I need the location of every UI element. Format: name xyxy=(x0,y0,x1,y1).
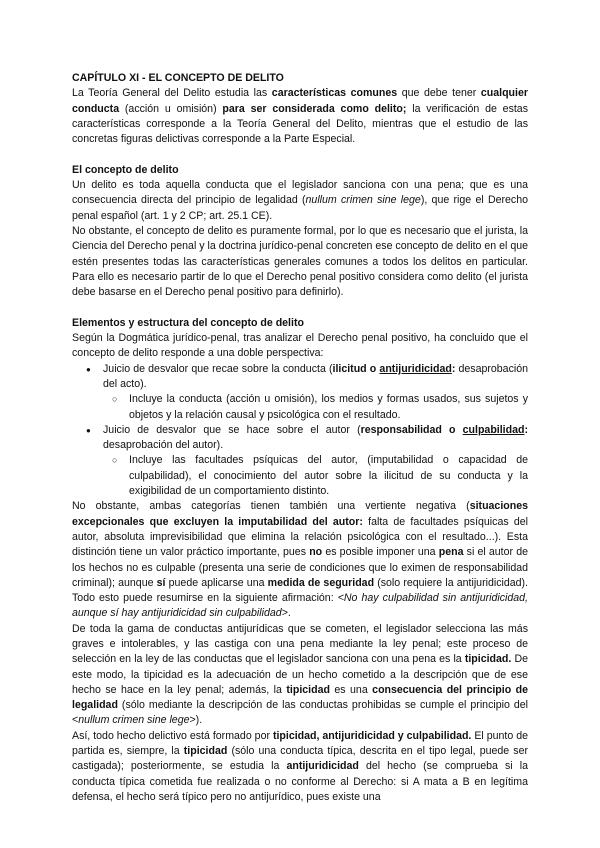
chapter-title: CAPÍTULO XI - EL CONCEPTO DE DELITO xyxy=(72,72,284,84)
list-item: ○ Incluye la conducta (acción u omisión), los medios y formas usados, sus sujetos y objetos y la relación causal y psicológica con el resultado. xyxy=(129,392,528,423)
paragraph-tipicidad: De toda la gama de conductas antijurídicas que se cometen, el legislador selecciona las más graves e intolerables, y las castiga con una pena mediante la ley penal; este proceso de selección en la ley de las conductas que el legislador sanciona con una pena es la tipicidad. De este modo, la tipicidad es la adecuación de un hecho cometido a la descripción que de ese hecho se hace en la ley penal; además, la tipicidad es una consecuencia del principio de legalidad (sólo mediante la descripción de las conductas prohibidas se cumple el principio del <nullum crimen sine lege>). xyxy=(72,622,528,727)
paragraph-estructura-delito: Así, todo hecho delictivo está formado por tipicidad, antijuridicidad y culpabilidad. El punto de partida es, siempre, la tipicidad (sólo una conducta típica, descrita en el tipo legal, puede ser castigada); posteriormente, se estudia la antijuridicidad del hecho (se comprueba si la conducta típica cometida fue realizada o no conforme al Derecho: si A mata a B en legítima defensa, el hecho será típico pero no antijurídico, pues existe una xyxy=(72,729,528,803)
list-item: ○ Incluye las facultades psíquicas del autor, (imputabilidad o capacidad de culpabilidad), el conocimiento del autor sobre la ilicitud de su conducta y la exigibilidad de un comportamiento distinto. xyxy=(129,453,528,499)
paragraph-definicion-delito: Un delito es toda aquella conducta que el legislador sanciona con una pena; que es una consecuencia directa del principio de legalidad (nullum crimen sine lege), que rige el Derecho penal español (art. 1 y 2 CP; art. 25.1 CE). xyxy=(72,179,528,222)
spacer xyxy=(72,300,528,315)
section-heading-concepto: El concepto de delito xyxy=(72,163,179,176)
section-heading-elementos: Elementos y estructura del concepto de delito xyxy=(72,316,304,329)
paragraph-doble-perspectiva: Según la Dogmática jurídico-penal, tras analizar el Derecho penal positivo, ha concluido que el concepto de delito responde a una doble perspectiva: xyxy=(72,332,528,360)
list-item: ● Juicio de desvalor que se hace sobre el autor (responsabilidad o culpabilidad: desaprobación del autor). ○ Incluye las facultades psíquicas del autor, (imputabilidad o capacidad de culpabilidad), el conocimiento del autor sobre la ilicitud de su conducta y la exigibilidad de un comportamiento distinto. xyxy=(103,423,528,499)
paragraph-concepto-formal: No obstante, el concepto de delito es puramente formal, por lo que es necesario que el jurista, la Ciencia del Derecho penal y la doctrina jurídico-penal concreten ese concepto de delito en el que estén presentes todas las características generales comunes a todos los delitos en particular. Para ello es necesario partir de lo que el Derecho penal positivo considera como delito (el jurista debe basarse en el Derecho penal positivo para definirlo). xyxy=(72,224,528,299)
paragraph-vertiente-negativa: No obstante, ambas categorías tienen también una vertiente negativa (situaciones excepcionales que excluyen la imputabilidad del autor: falta de facultades psíquicas del autor, absoluta imprevisibilidad que elimina la relación psicológica con el resultado...). Esta distinción tiene un valor práctico importante, pues no es posible imponer una pena si el autor de los hechos no es culpable (presenta una serie de condiciones que lo eximen de responsabilidad criminal); aunque sí puede aplicarse una medida de seguridad (solo requiere la antijuridicidad). Todo esto puede resumirse en la siguiente afirmación: <No hay culpabilidad sin antijuridicidad, aunque sí hay antijuridicidad sin culpabilidad>. xyxy=(72,500,528,620)
spacer xyxy=(72,147,528,162)
sublist xyxy=(103,453,528,499)
list-item: ● Juicio de desvalor que recae sobre la conducta (ilicitud o antijuridicidad: desaprobación del acto). ○ Incluye la conducta (acción u omisión), los medios y formas usados, sus sujetos y objetos y la relación causal y psicológica con el resultado. xyxy=(103,362,528,423)
perspectives-list xyxy=(72,362,528,500)
sublist xyxy=(103,392,528,423)
intro-paragraph: La Teoría General del Delito estudia las características comunes que debe tener cualquier conducta (acción u omisión) para ser considerada como delito; la verificación de estas características corresponde a la Teoría General del Delito, mientras que el estudio de las concretas figuras delictivas corresponde a la Parte Especial. xyxy=(72,87,528,146)
